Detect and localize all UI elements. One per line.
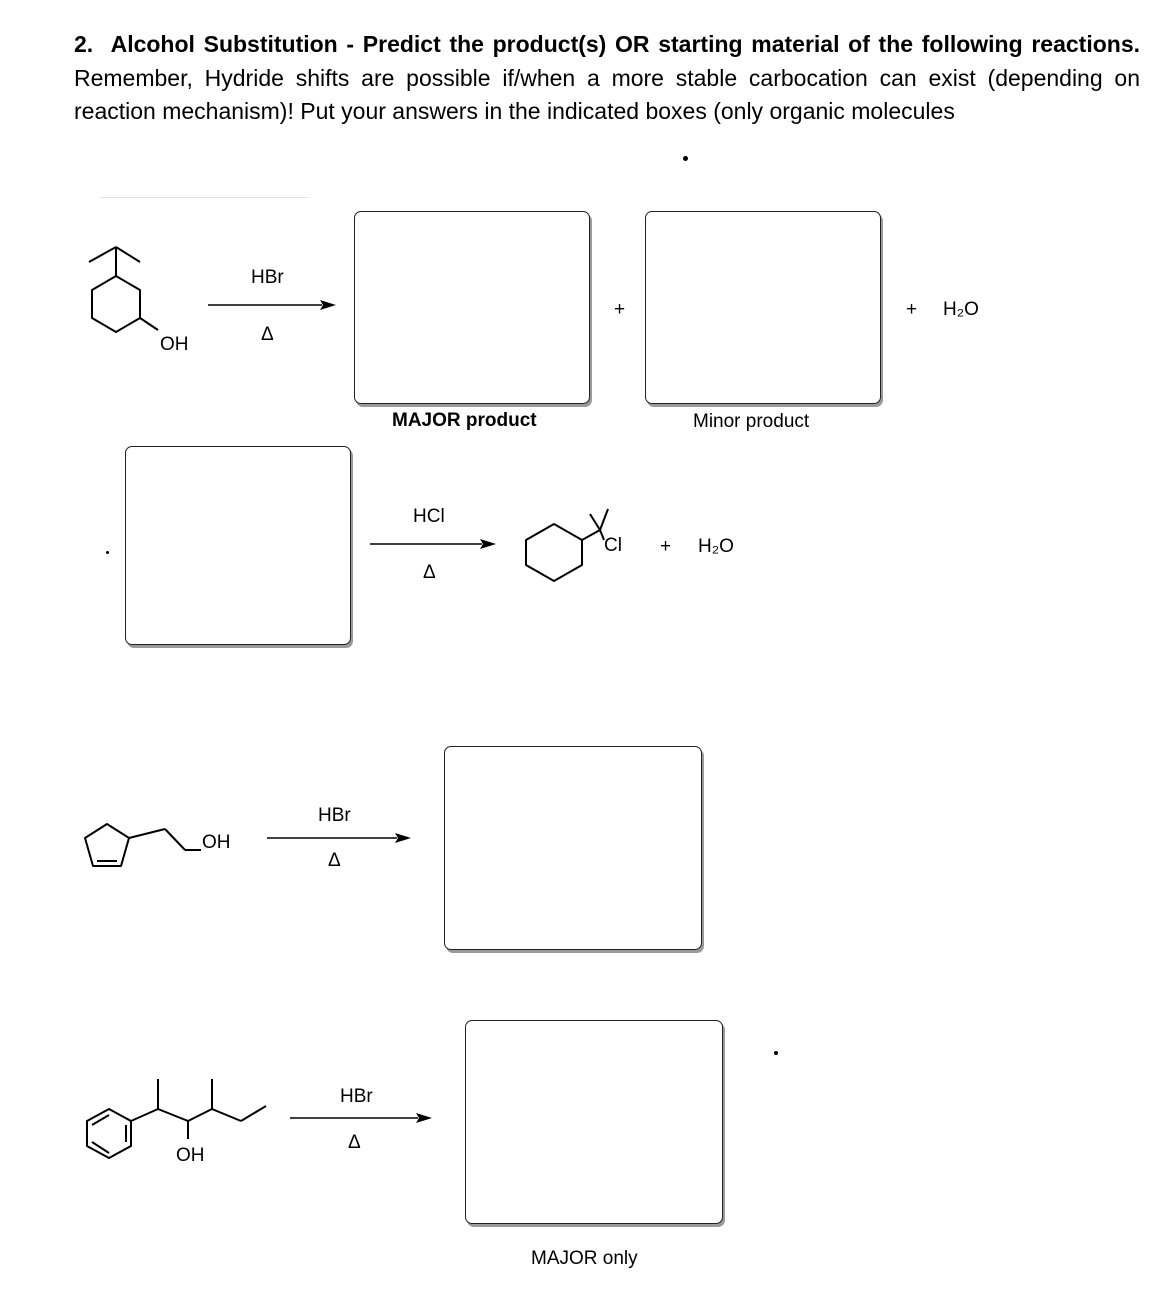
reaction2-product (520, 500, 640, 590)
aromatic-double-bond-3 (92, 1142, 109, 1153)
hydroxyl-label: OH (176, 1145, 205, 1166)
reaction1-water: H₂O (943, 299, 979, 320)
reaction1-minor-product-box[interactable] (645, 211, 881, 404)
reaction1-plus: + (614, 299, 626, 320)
question-text (74, 28, 1140, 129)
hydroxyl-bond (140, 318, 158, 330)
reaction4-reagent: HBr (340, 1086, 373, 1107)
reaction1-arrow (206, 298, 336, 312)
reaction1-reagent: HBr (251, 267, 284, 288)
question-number: 2. (74, 31, 94, 57)
reaction2-starting-material-box[interactable] (125, 446, 351, 645)
hydroxyl-label: OH (202, 832, 231, 853)
cyclohexane-ring (526, 524, 582, 581)
minor-product-label: Minor product (693, 411, 810, 432)
methyl-bond-b (116, 247, 140, 262)
reaction2-arrow (368, 537, 498, 551)
reaction3-arrow (265, 831, 415, 845)
reaction1-major-product-box[interactable] (354, 211, 590, 404)
reaction2-water: H₂O (698, 536, 734, 557)
chain-bond-4 (212, 1109, 241, 1121)
reaction4-starting-material (75, 1065, 275, 1175)
reaction1-starting-material (70, 235, 210, 360)
ring-to-quaternary-carbon-bond (582, 530, 600, 540)
hydroxyl-label: OH (160, 334, 189, 355)
chain-bond-1 (131, 1109, 158, 1121)
question-body: Remember, Hydride shifts are possible if/when a more stable carbocation can exist (depending on reaction mechanism)! Put your answers in the indicated boxes (only organic molecules (74, 64, 1140, 124)
reaction3-product-box[interactable] (444, 746, 702, 950)
methyl-bond-up (600, 509, 608, 530)
stray-dot (106, 551, 109, 554)
reaction1-byproduct-plus: + (906, 299, 918, 320)
chlorine-label: Cl (604, 535, 622, 556)
reaction4-product-box[interactable] (465, 1020, 723, 1224)
reaction3-condition: Δ (328, 850, 341, 871)
reaction2-reagent: HCl (413, 506, 445, 527)
benzene-ring (87, 1109, 131, 1158)
chain-bond-5 (241, 1106, 266, 1121)
reaction1-condition: Δ (261, 324, 274, 345)
faint-divider-line (100, 197, 310, 198)
reaction2-plus: + (660, 536, 672, 557)
reaction2-condition: Δ (423, 562, 436, 583)
stray-dot (774, 1051, 778, 1055)
question-title: Alcohol Substitution - Predict the product(s) OR starting material of the following reactions. (110, 31, 1141, 57)
cyclohexane-ring (92, 276, 140, 332)
methyl-bond-a (89, 247, 116, 262)
chain-bond-1 (129, 829, 165, 838)
reaction3-starting-material (75, 810, 245, 880)
reaction4-condition: Δ (348, 1132, 361, 1153)
chain-bond-2 (165, 829, 185, 850)
major-only-label: MAJOR only (531, 1248, 638, 1269)
reaction3-reagent: HBr (318, 805, 351, 826)
reaction4-arrow (288, 1111, 438, 1125)
chain-bond-3 (188, 1109, 212, 1121)
methyl-bond-down (590, 514, 600, 530)
major-product-label: MAJOR product (392, 410, 537, 431)
chain-bond-2 (158, 1109, 188, 1121)
stray-dot (683, 156, 688, 161)
cyclopentene-ring (85, 824, 129, 866)
